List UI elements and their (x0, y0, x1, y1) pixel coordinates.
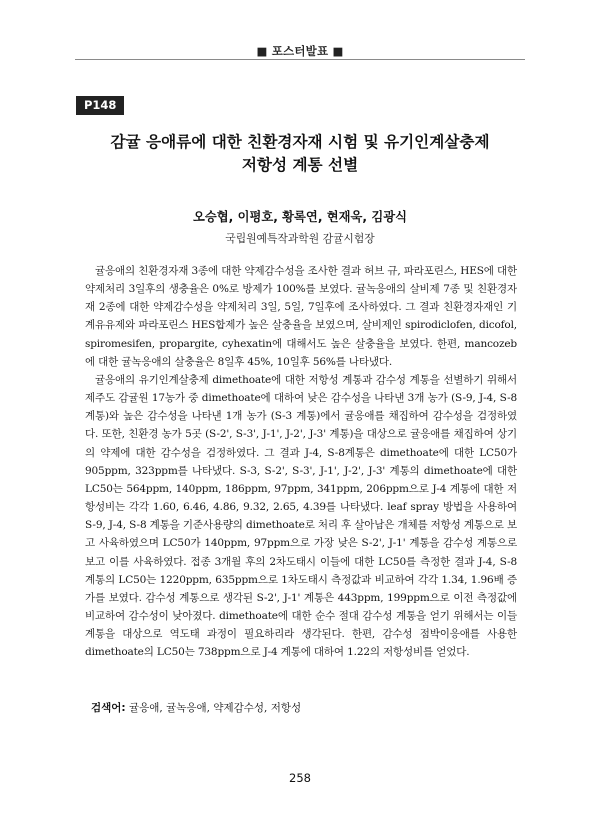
title-line-2: 저항성 계통 선별 (241, 156, 359, 174)
keywords-text: 귤응애, 귤녹응애, 약제감수성, 저항성 (128, 702, 302, 714)
paper-title (40, 131, 560, 177)
affiliation: 국립원예특작과학원 감귤시험장 (225, 232, 375, 245)
keywords (91, 700, 521, 717)
abstract-paragraph-2: 귤응애의 유기인계살충제 dimethoate에 대한 저항성 계통과 감수성 계통을 선별하기 위해서 제주도 감귤원 17농가 중 dimethoate에 대하여 낮은 감수성을 나타낸 3개 농가 (S-9, J-4, S-8 계통)와 높은 감수성을 나타낸 1개 농가 (S-3 계통)에서 귤응애를 채집하여 감수성을 검정하였다. 또한, 친환경 농가 5곳 (S-2', S-3', J-1', J-2', J-3' 계통)을 대상으로 귤응애를 채집하여 상기의 약제에 대한 감수성을 검정하였다. 그 결과 J-4, S-8계통은 dimethoate에 대한 LC50가 905ppm, 323ppm를 나타냈다. S-3, S-2', S-3', J-1', J-2', J-3' 계통의 dimethoate에 대한 LC50는 564ppm, 140ppm, 186ppm, 97ppm, 341ppm, 206ppm으로 J-4 계통에 대한 저항성비는 각각 1.60, 6.46, 4.86, 9.32, 2.65, 4.39를 나타냈다. leaf spray 방법을 사용하여 S-9, J-4, S-8 계통을 기준사용량의 dimethoate로 처리 후 살아남은 개체를 저항성 계통으로 보고 사육하였으며 LC50가 140ppm, 97ppm으로 가장 낮은 S-2', J-1' 계통을 감수성 계통으로 보고 이를 사육하였다. 접종 3개월 후의 2차도태시 이들에 대한 LC50를 측정한 결과 J-4, S-8 계통의 LC50는 1220ppm, 635ppm으로 1차도태시 측정값과 비교하여 각각 1.34, 1.96배 증가를 보였다. 감수성 계통으로 생각된 S-2', J-1' 계통은 443ppm, 199ppm으로 이전 측정값에 비교하여 감수성이 낮아졌다. dimethoate에 대한 순수 절대 감수성 계통을 얻기 위해서는 이들 계통을 대상으로 역도태 과정이 필요하리라 생각된다. 한편, 감수성 점박이응애를 사용한 dimethoate의 LC50는 738ppm으로 J-4 계통에 대하여 1.22의 저항성비를 얻었다. (85, 373, 517, 659)
section-label: ■ 포스터발표 ■ (256, 44, 344, 58)
keywords-label: 검색어: (91, 702, 126, 714)
header-rule (75, 59, 525, 60)
title-line-1: 감귤 응애류에 대한 친환경자재 시험 및 유기인계살충제 (110, 133, 490, 151)
abstract-paragraph-1: 귤응애의 친환경자재 3종에 대한 약제감수성을 조사한 결과 허브 규, 파라포린스, HES에 대한 약제처리 3일후의 생충율은 0%로 방제가 100%를 보였다. 귤녹응애의 살비제 7종 및 친환경자재 2종에 대한 약제감수성을 약제처리 3일, 5일, 7일후에 조사하였다. 그 결과 친환경자재인 기계유유제와 파라포린스 HES합제가 높은 살충율을 보였으며, 살비제인 spirodiclofen, dicofol, spiromesifen, propargite, cyhexatin에 대해서도 높은 살충율을 보였다. 한편, mancozeb에 대한 귤녹응애의 살충율은 8일후 45%, 10일후 56%를 나타냈다. (85, 265, 517, 368)
poster-code-badge: P148 (76, 96, 124, 115)
page-number: 258 (289, 771, 311, 785)
author-list: 오승협, 이평호, 황록연, 현재욱, 김광식 (193, 210, 407, 224)
abstract-body (85, 262, 517, 661)
